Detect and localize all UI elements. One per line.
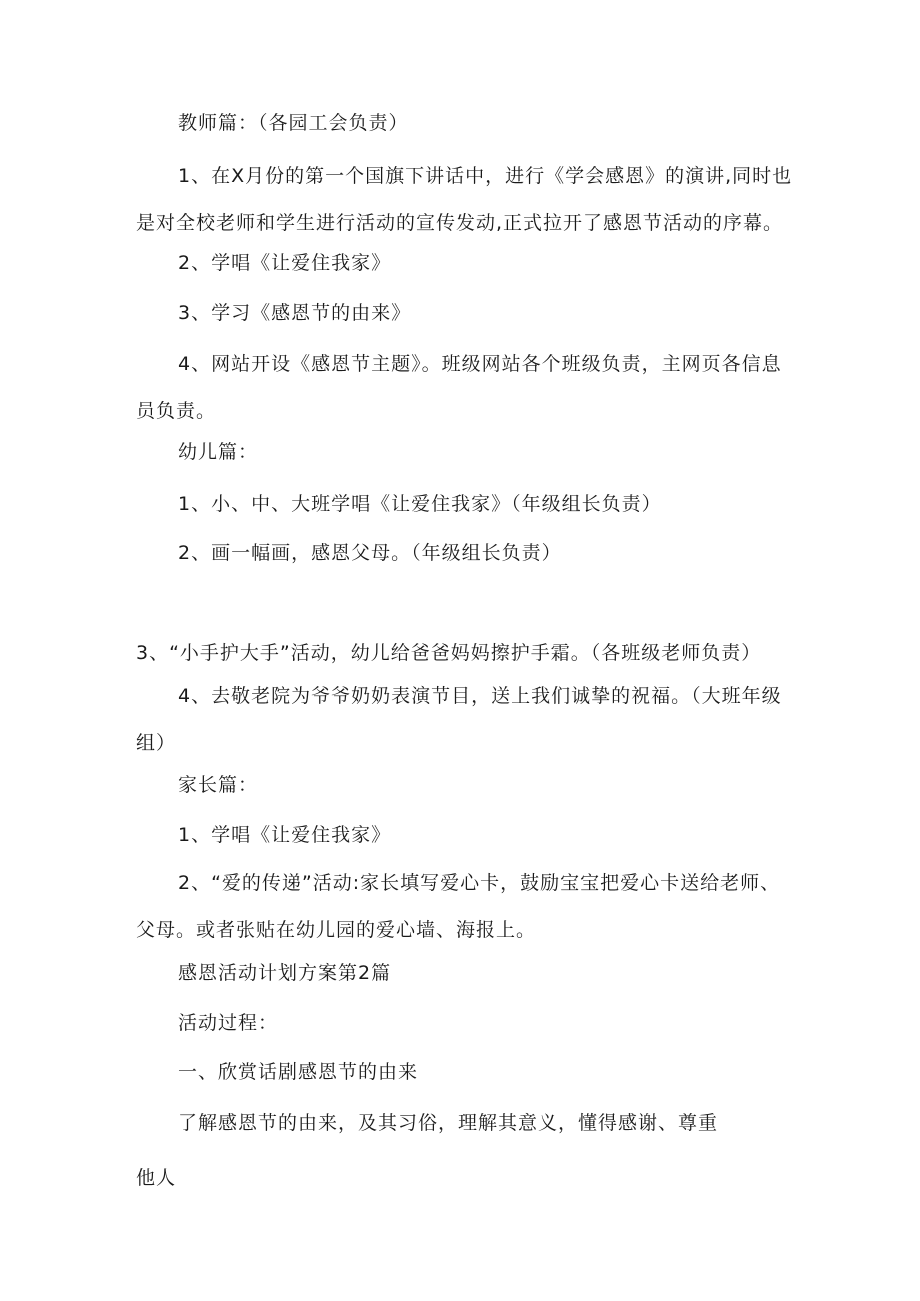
teacher-item-2: 2、学唱《让爱住我家》 — [178, 252, 392, 274]
parent-item-2: 2、“爱的传递”活动:家长填写爱心卡，鼓励宝宝把爱心卡送给老师、父母。或者张贴在幼儿园的爱心墙、海报上。 — [136, 872, 781, 941]
plan-2-title: 感恩活动计划方案第2篇 — [178, 962, 392, 984]
teacher-item-3: 3、学习《感恩节的由来》 — [178, 302, 412, 324]
section-1-body-line-1: 了解感恩节的由来，及其习俗，理解其意义，懂得感谢、尊重 — [178, 1112, 719, 1134]
teacher-item-4: 4、网站开设《感恩节主题》。班级网站各个班级负责，主网页各信息员负责。 — [136, 353, 782, 422]
section-1-body-line-2: 他人 — [136, 1167, 177, 1189]
parent-item-1: 1、学唱《让爱住我家》 — [178, 824, 392, 846]
parent-heading: 家长篇： — [178, 774, 259, 796]
teacher-heading: 教师篇：（各园工会负责） — [178, 112, 409, 134]
child-item-1: 1、小、中、大班学唱《让爱住我家》（年级组长负责） — [178, 493, 662, 515]
child-item-4: 4、去敬老院为爷爷奶奶表演节目，送上我们诚挚的祝福。（大班年级组） — [136, 685, 782, 754]
teacher-item-1: 1、在X月份的第一个国旗下讲话中，进行《学会感恩》的演讲,同时也是对全校老师和学生进行活动的宣传发动,正式拉开了感恩节活动的序幕。 — [136, 165, 793, 234]
section-1-heading: 一、欣赏话剧感恩节的由来 — [178, 1061, 419, 1083]
process-heading: 活动过程： — [178, 1012, 279, 1034]
child-item-3: 3、“小手护大手”活动，幼儿给爸爸妈妈擦护手霜。（各班级老师负责） — [136, 642, 762, 664]
child-heading: 幼儿篇： — [178, 441, 259, 463]
child-item-2: 2、画一幅画，感恩父母。（年级组长负责） — [178, 542, 562, 564]
